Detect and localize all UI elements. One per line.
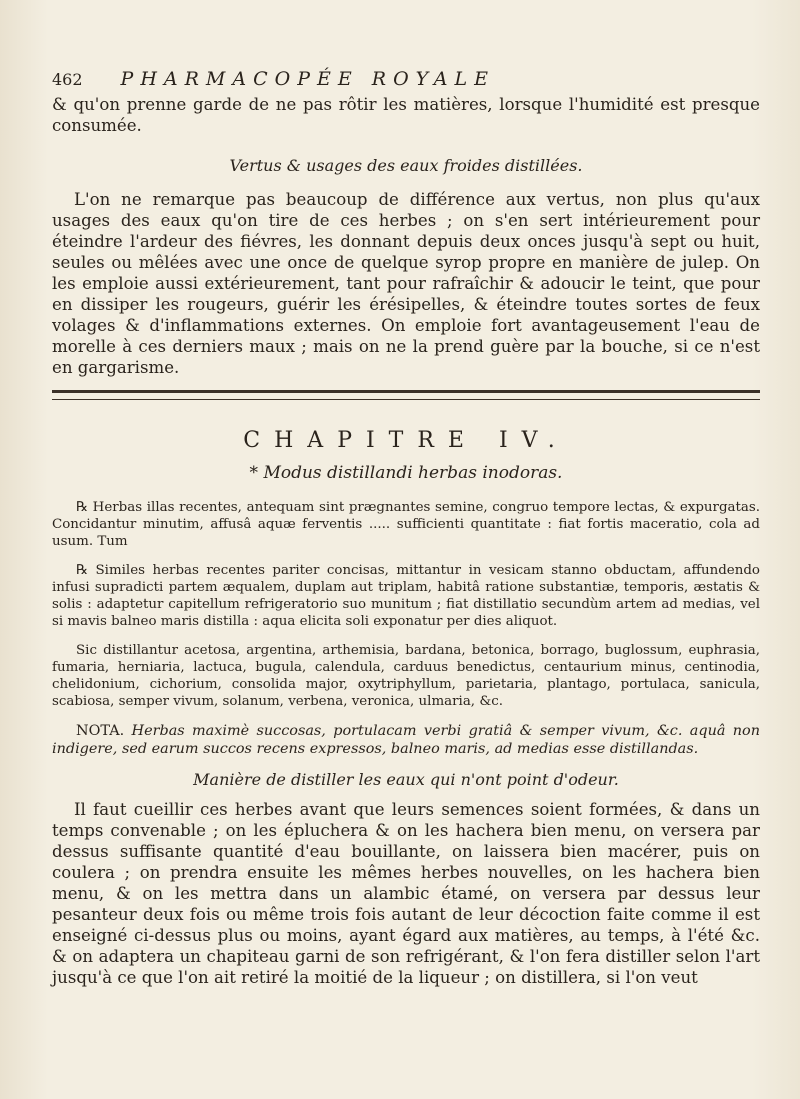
chapter-title: * Modus distillandi herbas inodoras. <box>249 463 563 483</box>
page-body <box>52 94 760 988</box>
latin-paragraph: ℞ Similes herbas recentes pariter concisas, mittantur in vesicam stanno obductam, affundendo infusi supradicti partem æqualem, duplam aut triplam, habitâ ratione substantiæ, temporis, æstatis & solis : adaptetur capitellum refrigeratorio suo munitum ; fiat distillatio secundùm artem ad medias, vel si mavis balneo maris distilla : aqua elicita soli exponatur per dies aliquot. <box>52 563 760 629</box>
nota-paragraph <box>52 722 760 758</box>
maniere-heading: Manière de distiller les eaux qui n'ont point d'odeur. <box>193 770 619 789</box>
maniere-paragraph: Il faut cueillir ces herbes avant que leurs semences soient formées, & dans un temps convenable ; on les épluchera & on les hachera bien menu, on versera par dessus suffisante quantité d'eau bouillante, on laissera bien macérer, puis on coulera ; on prendra ensuite les mêmes herbes nouvelles, on les hachera bien menu, & on les mettra dans un alambic étamé, on versera par dessus leur pesanteur deux fois ou même trois fois autant de leur décoction faite comme il est enseigné ci-dessus plus ou moins, ayant égard aux matières, au temps, à l'été &c. & on adaptera un chapiteau garni de son refrigérant, & l'on fera distiller selon l'art jusqu'à ce que l'on ait retiré la moitié de la liqueur ; on distillera, si l'on veut <box>52 800 760 987</box>
chapter-heading: CHAPITRE IV. <box>243 428 569 453</box>
nota-label: NOTA. <box>76 723 125 739</box>
page-number: 462 <box>52 70 83 89</box>
latin-paragraph: Sic distillantur acetosa, argentina, arthemisia, bardana, betonica, borrago, buglossum, euphrasia, fumaria, herniaria, lactuca, bugula, calendula, carduus benedictus, centaurium minus, centinodia, chelidonium, cichorium, consolida major, oxytriphyllum, parietaria, plantago, portulaca, sanicula, scabiosa, semper vivum, solanum, verbena, veronica, ulmaria, &c. <box>52 643 760 709</box>
vertus-paragraph: L'on ne remarque pas beaucoup de différence aux vertus, non plus qu'aux usages des eaux qu'on tire de ces herbes ; on s'en sert intérieurement pour éteindre l'ardeur des fiévres, les donnant depuis deux onces jusqu'à sept ou huit, seules ou mêlées avec une once de quelque syrop propre en manière de julep. On les emploie aussi extérieurement, tant pour rafraîchir & adoucir le teint, que pour en dissiper les rougeurs, guérir les érésipelles, & éteindre toutes sortes de feux volages & d'inflammations externes. On emploie fort avantageusement l'eau de morelle à ces derniers maux ; mais on ne la prend guère par la bouche, si ce n'est en gargarisme. <box>52 190 760 377</box>
latin-paragraph: ℞ Herbas illas recentes, antequam sint prægnantes semine, congruo tempore lectas, & expurgatas. Concidantur minutim, affusâ aquæ ferventis ..... sufficienti quantitate : fiat fortis maceratio, cola ad usum. Tum <box>52 500 760 549</box>
nota-text: Herbas maximè succosas, portulacam verbi gratiâ & semper vivum, &c. aquâ non indigere, sed earum succos recens expressos, balneo maris, ad medias esse distillandas. <box>52 723 760 757</box>
running-head <box>52 68 760 90</box>
continuation-paragraph: & qu'on prenne garde de ne pas rôtir les matières, lorsque l'humidité est presque consumée. <box>52 95 760 135</box>
running-title: PHARMACOPÉE ROYALE <box>120 68 495 90</box>
ornamental-rule <box>52 390 760 400</box>
vertus-heading: Vertus & usages des eaux froides distillées. <box>229 156 583 175</box>
